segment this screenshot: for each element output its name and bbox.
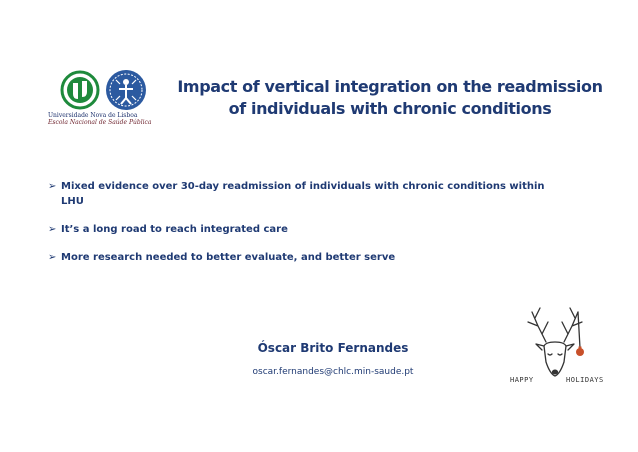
author-name: Óscar Brito Fernandes (257, 341, 409, 355)
logo-caption-line2: Escola Nacional de Saúde Pública (48, 119, 152, 126)
ensp-logo-icon (104, 68, 148, 112)
deer-left-text: HAPPY (510, 376, 534, 384)
happy-holidays-deer-icon (508, 302, 604, 394)
bullet-list (48, 179, 548, 278)
logo-caption (48, 112, 168, 126)
institution-logos (46, 66, 166, 128)
bullet-item (48, 179, 548, 209)
author-email: oscar.fernandes@chlc.min-saude.pt (252, 367, 414, 377)
slide-title: Impact of vertical integration on the readmission of individuals with chronic conditions (177, 77, 603, 118)
bullet-text: Mixed evidence over 30-day readmission of individuals with chronic conditions within LHU (61, 181, 545, 207)
bullet-item (48, 222, 548, 237)
arrow-bullet-icon: ➢ (48, 252, 57, 263)
nova-university-logo-icon (60, 70, 100, 110)
bullet-text: More research needed to better evaluate, and better serve (61, 252, 396, 263)
arrow-bullet-icon: ➢ (48, 224, 57, 235)
bullet-text: It’s a long road to reach integrated care (61, 224, 288, 235)
deer-right-text: HOLIDAYS (566, 376, 604, 384)
arrow-bullet-icon: ➢ (48, 181, 57, 192)
bullet-item (48, 250, 548, 265)
logo-caption-line1: Universidade Nova de Lisboa (48, 112, 138, 119)
